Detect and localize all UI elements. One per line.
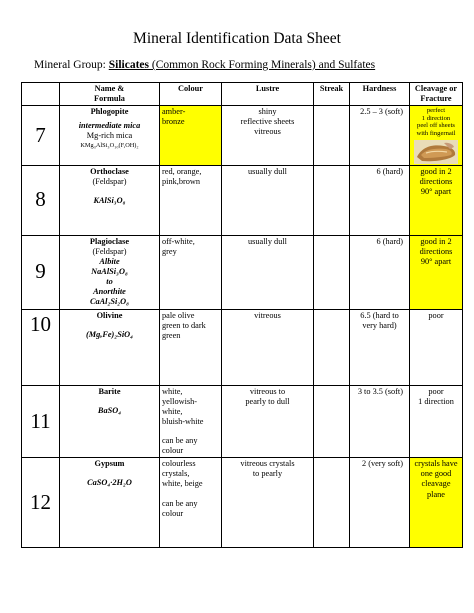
hardness-cell: 2 (very soft) — [350, 458, 410, 548]
header-row — [22, 83, 463, 106]
lustre-cell: vitreous crystals to pearly — [222, 458, 314, 548]
mineral-name: Barite — [98, 386, 121, 396]
formula-line: to — [106, 276, 113, 286]
mineral-formula: CaSO₄·2H₂O — [87, 478, 132, 488]
mineral-name: Plagioclase — [89, 236, 130, 246]
header-name-formula: Name & Formula — [60, 83, 160, 106]
formula-line: CaAl₂Si₂O₈ — [89, 297, 130, 307]
table-row — [22, 106, 463, 165]
group-prefix: Mineral Group: — [34, 59, 109, 71]
mineral-name-cell — [60, 235, 160, 309]
mineral-name: Orthoclase — [90, 166, 129, 176]
lustre-cell: usually dull — [222, 235, 314, 309]
streak-cell — [314, 458, 350, 548]
cleavage-cell: crystals have one good cleavage plane — [410, 458, 463, 548]
streak-cell — [314, 235, 350, 309]
cleavage-cell: good in 2 directions 90° apart — [410, 235, 463, 309]
header-lustre: Lustre — [222, 83, 314, 106]
row-number: 8 — [22, 165, 60, 235]
mineral-formula: (Mg,Fe)₂SiO₄ — [85, 329, 134, 339]
colour-cell: colourless crystals, white, beige can be any colour — [160, 458, 222, 548]
mineral-table — [21, 82, 463, 548]
colour-cell: pale olive green to dark green — [160, 309, 222, 385]
page-title: Mineral Identification Data Sheet — [133, 30, 341, 47]
hardness-cell: 6 (hard) — [350, 235, 410, 309]
mineral-name-cell — [60, 309, 160, 385]
row-number: 7 — [22, 106, 60, 165]
row-number: 9 — [22, 235, 60, 309]
row-number: 11 — [22, 385, 60, 458]
streak-cell — [314, 165, 350, 235]
mica-sheet-photo — [414, 140, 458, 164]
row-number: 10 — [22, 309, 60, 385]
colour-cell: off-white, grey — [160, 235, 222, 309]
colour-note: can be any colour — [162, 498, 198, 518]
colour-cell: amber- bronze — [160, 106, 222, 165]
table-row — [22, 165, 463, 235]
mineral-name-cell — [60, 165, 160, 235]
table-row — [22, 385, 463, 458]
formula-line: NaAlSi₃O₈ — [91, 266, 128, 276]
formula-line: Anorthite — [93, 287, 126, 297]
mineral-name-cell — [60, 106, 160, 165]
mineral-formula: KMg₃AlSi₃O₁₀(F,OH)₂ — [80, 141, 139, 149]
streak-cell — [314, 106, 350, 165]
mineral-formula: KAlSi₃O₈ — [93, 195, 126, 205]
streak-cell — [314, 385, 350, 458]
streak-cell — [314, 309, 350, 385]
hardness-cell: 6.5 (hard to very hard) — [350, 309, 410, 385]
lustre-cell: shiny reflective sheets vitreous — [222, 106, 314, 165]
mineral-group-line — [34, 59, 375, 71]
mineral-subtype: Mg-rich mica — [86, 131, 133, 141]
colour-cell: red, orange, pink,brown — [160, 165, 222, 235]
row-number: 12 — [22, 458, 60, 548]
mineral-subtype: intermediate mica — [78, 121, 141, 131]
header-cleavage: Cleavage or Fracture — [410, 83, 463, 106]
mineral-subtype: (Feldspar) — [92, 176, 127, 186]
group-suffix: (Common Rock Forming Minerals) and Sulfates — [148, 59, 376, 71]
lustre-cell: vitreous to pearly to dull — [222, 385, 314, 458]
lustre-cell: vitreous — [222, 309, 314, 385]
hardness-cell: 6 (hard) — [350, 165, 410, 235]
table-row — [22, 458, 463, 548]
cleavage-cell: poor — [410, 309, 463, 385]
cleavage-cell: poor 1 direction — [410, 385, 463, 458]
mineral-name-cell — [60, 458, 160, 548]
table-row — [22, 235, 463, 309]
lustre-cell: usually dull — [222, 165, 314, 235]
table-row — [22, 309, 463, 385]
colour-cell: white, yellowish- white, bluish-white can be any colour — [160, 385, 222, 458]
colour-note: can be any colour — [162, 435, 198, 456]
header-streak: Streak — [314, 83, 350, 106]
mineral-formula: BaSO₄ — [97, 405, 122, 415]
mineral-name-cell — [60, 385, 160, 458]
cleavage-cell: good in 2 directions 90° apart — [410, 165, 463, 235]
header-colour: Colour — [160, 83, 222, 106]
hardness-cell: 3 to 3.5 (soft) — [350, 385, 410, 458]
formula-line: Albite — [99, 256, 120, 266]
group-name: Silicates — [108, 59, 149, 71]
hardness-cell: 2.5 – 3 (soft) — [350, 106, 410, 165]
header-hardness: Hardness — [350, 83, 410, 106]
mineral-subtype: (Feldspar) — [92, 246, 127, 256]
mineral-name: Phlogopite — [90, 107, 129, 117]
header-number — [22, 83, 60, 106]
cleavage-cell: perfect 1 direction peel off sheets with fingernail — [410, 106, 463, 165]
mineral-name: Olivine — [96, 310, 123, 320]
mineral-name: Gypsum — [94, 459, 125, 469]
